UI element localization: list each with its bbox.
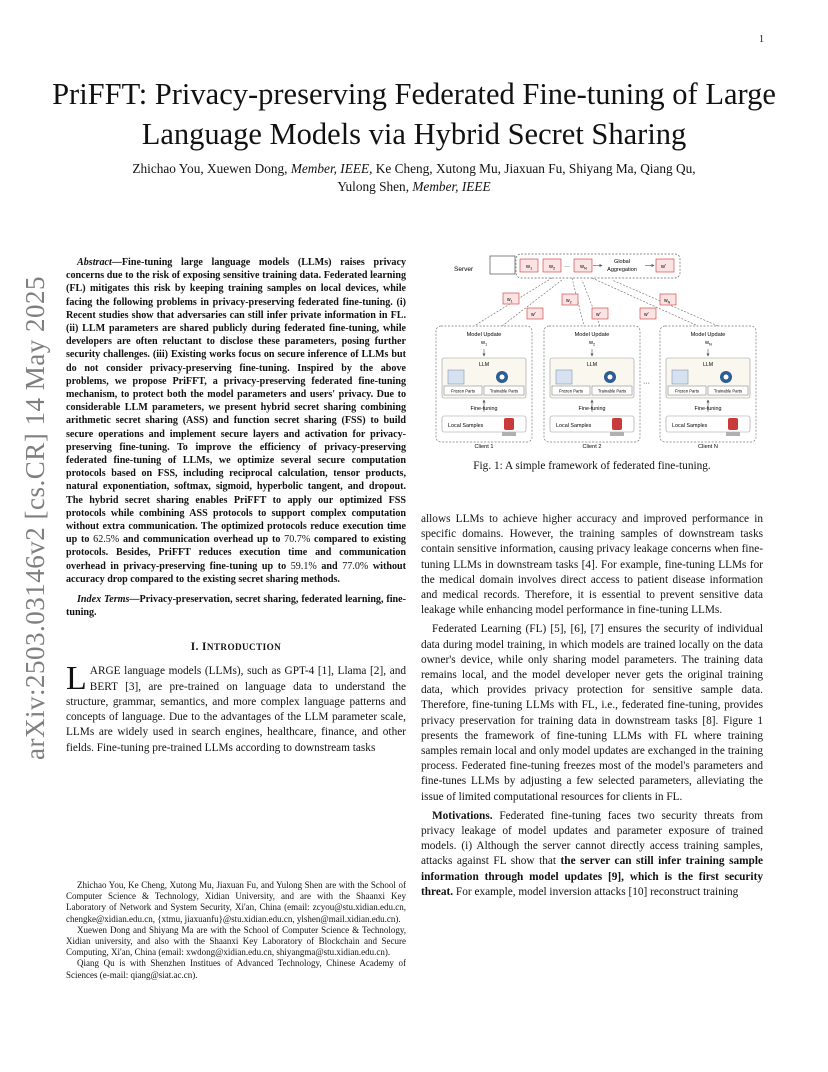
motivations-text-1: Federated fine-tuning faces two security threats from privacy leakage of model updates and parameter exposure of trained models. (i) Although the server cannot directly access training samples, attacks against FL show that <box>421 809 763 868</box>
upload-weight-1: $w_1$ <box>507 297 513 304</box>
client-finetune-1: Fine-tuning <box>470 406 498 412</box>
client-weight-1: $w_1$ <box>481 340 488 347</box>
download-weight-2: w' <box>596 312 601 318</box>
index-terms <box>66 593 406 619</box>
abstract-num-3: 59.1% <box>290 560 317 572</box>
database-icon <box>504 418 514 430</box>
download-weight-1: w' <box>531 312 536 318</box>
client-model-update-2: Model Update <box>574 332 610 338</box>
section-heading-introduction <box>66 640 406 654</box>
abstract-num-4: 77.0% <box>342 560 369 572</box>
paper-title: PriFFT: Privacy-preserving Federated Fine-tuning of Large Language Models via Hybrid Secret Sharing <box>52 77 776 151</box>
server-weight-2: $w_2$ <box>549 264 556 271</box>
intro-paragraph <box>66 660 406 755</box>
authors-line2-a: Yulong Shen, <box>337 179 413 194</box>
server-label: Server <box>454 266 474 273</box>
intro-text: ARGE language models (LLMs), such as GPT-4 [1], Llama [2], and BERT [3], are pre-trained on language data to understand the structure, grammar, semantics, and more complex language patterns and concepts of language. Due to the advantages of the LLM parameter scale, LLMs are widely used in search engines, healthcare, finance, and other fields. Fine-tuning pre-trained LLMs according to downstream tasks <box>66 665 406 754</box>
clients-group <box>436 326 756 450</box>
server-icon <box>490 256 515 274</box>
authors-line1-a: Zhichao You, Xuewen Dong, <box>132 161 291 176</box>
abstract-text-4: and <box>316 560 343 572</box>
right-column <box>421 512 763 900</box>
client-samples-2: Local Samples <box>556 423 592 429</box>
index-terms-lead: Index Terms <box>77 594 130 606</box>
drop-cap: L <box>66 660 87 698</box>
aggregation-box <box>516 254 680 278</box>
client-name-1: Client 1 <box>474 444 494 450</box>
motivations-lead: Motivations. <box>432 809 493 822</box>
footnote-3: Qiang Qu is with Shenzhen Institues of Advanced Technology, Chinese Academy of Sciences (e-mail: qiang@siat.ac.cn). <box>66 958 406 980</box>
client-weight-3: $w_N$ <box>705 340 712 347</box>
figure-caption: Fig. 1: A simple framework of federated fine-tuning. <box>473 460 711 472</box>
arxiv-stamp: arXiv:2503.03146v2 [cs.CR] 14 May 2025 <box>20 276 50 760</box>
motivations-text-2: For example, model inversion attacks [10] reconstruct training <box>453 885 739 898</box>
authors-member-2: Member, IEEE <box>412 179 491 194</box>
left-column <box>66 256 406 756</box>
client-weight-2: $w_2$ <box>589 340 596 347</box>
section-name: NTRODUCTION <box>206 642 282 653</box>
frozen-icon <box>448 370 464 384</box>
client-model-update-1: Model Update <box>466 332 502 338</box>
motivations-bold: the server can still infer training sample information through model updates [9], which is the first security threat. <box>421 855 763 898</box>
client-name-3: Client N <box>698 444 718 450</box>
database-icon <box>612 418 622 430</box>
section-numeral: I. I <box>190 641 207 654</box>
client-trainable-3: Trainable Parts <box>713 388 743 394</box>
authors-member-1: Member, IEEE, <box>290 161 373 176</box>
footnote-1: Zhichao You, Ke Cheng, Xutong Mu, Jiaxuan Fu, and Yulong Shen are with the School of Computer Science & Technology, Xidian University, and are with the Shaanxi Key Laboratory of Network and System Security, Xi'an, China (email: zcyou@stu.xidian.edu.cn, chengke@xidian.edu.cn, {xtmu, jiaxuanfu}@stu.xidian.edu.cn, ylshen@mail.xidian.edu.cn). <box>66 880 406 924</box>
abstract-num-2: 70.7% <box>284 534 311 546</box>
abstract-num-1: 62.5% <box>93 534 120 546</box>
client-llm-label-1: LLM <box>478 362 490 368</box>
client-trainable-2: Trainable Parts <box>597 388 627 394</box>
right-paragraph-1: allows LLMs to achieve higher accuracy and improved performance in specific domains. However, the training samples of downstream tasks contain sensitive information, causing privacy leakage concerns when fine-tuning LLMs in downstream tasks [4]. For example, fine-tuning LLMs for the medical domain involves direct access to patient disease information and medical records. Therefore, it is essential to prevent sensitive data leakage while enhancing model performance in fine-tuning LLMs. <box>421 513 763 617</box>
frozen-icon <box>556 370 572 384</box>
client-name-2: Client 2 <box>582 444 602 450</box>
server-dots: ··· <box>564 264 570 270</box>
client-samples-3: Local Samples <box>672 423 708 429</box>
client-llm-label-3: LLM <box>702 362 714 368</box>
client-frozen-2: Frozen Parts <box>559 388 583 394</box>
upload-weight-2: $w_2$ <box>566 298 572 305</box>
client-finetune-2: Fine-tuning <box>578 406 606 412</box>
figure-federated-framework <box>432 250 760 450</box>
abstract <box>66 256 406 586</box>
right-paragraph-3 <box>421 809 763 900</box>
aggregation-line2: Aggregation <box>607 267 637 273</box>
client-finetune-3: Fine-tuning <box>694 406 722 412</box>
client-trainable-1: Trainable Parts <box>489 388 519 394</box>
download-weight-n: w' <box>644 312 649 318</box>
client-llm-label-2: LLM <box>586 362 598 368</box>
index-terms-text: —Privacy-preservation, secret sharing, federated learning, fine-tuning. <box>66 594 406 619</box>
abstract-lead: Abstract <box>77 257 112 268</box>
global-weight: w' <box>661 264 667 270</box>
client-samples-1: Local Samples <box>448 423 484 429</box>
client-dots: ··· <box>643 380 650 387</box>
aggregation-line1: Global <box>614 259 630 265</box>
client-model-update-3: Model Update <box>690 332 726 338</box>
client-frozen-3: Frozen Parts <box>675 388 699 394</box>
abstract-text-2: and communication overhead up to <box>119 534 285 546</box>
framework-diagram <box>432 250 760 450</box>
abstract-text-3: compared to existing protocols. Besides, PriFFT reduces execution time and communication overhead in privacy-preserving fine-tuning up to <box>66 534 406 572</box>
abstract-text-5: without accuracy drop compared to the existing secret sharing methods. <box>66 560 406 585</box>
server-weight-n: $w_N$ <box>580 264 587 271</box>
authors-line1-b: Ke Cheng, Xutong Mu, Jiaxuan Fu, Shiyang Ma, Qiang Qu, <box>372 161 696 176</box>
page-number: 1 <box>759 34 764 45</box>
client-frozen-1: Frozen Parts <box>451 388 475 394</box>
upload-weight-n: $w_N$ <box>664 298 671 305</box>
abstract-text-1: —Fine-tuning large language models (LLMs) raises privacy concerns due to the risk of exposing sensitive training data. Federated learning (FL) mitigates this risk by keeping training samples on local devices, while facing the following problems in privacy-preserving federated fine-tuning. (i) Recent studies show that adversaries can still infer private information in FL. (ii) LLM parameters are shared publicly during federated fine-tuning, while developers are often reluctant to disclose these parameters, posing further security challenges. (iii) Existing works focus on secure inference of LLMs but do not consider privacy-preserving fine-tuning. Inspired by the above problems, we propose PriFFT, a privacy-preserving federated fine-tuning mechanism, to protect both the model parameters and users' privacy. Due to considerable LLM parameters, we present hybrid secret sharing combining arithmetic secret sharing (ASS) and function secret sharing (FSS) to build secure operations and implement secure layers and activation for privacy-preserving fine-tuning. To improve the efficiency of privacy-preserving federated fine-tuning of LLMs, we optimize several secure computation protocols based on FSS, including reciprocal calculation, tensor products, natural exponentiation, softmax, sigmoid, hyperbolic tangent, and dropout. The hybrid secret sharing enables PriFFT to apply our optimized FSS protocols while combining ASS protocols to support complex computation without extra communication. The optimized protocols reduce execution time up to <box>66 257 406 546</box>
database-icon <box>728 418 738 430</box>
footnote-2: Xuewen Dong and Shiyang Ma are with the School of Computer Science & Technology, Xidian university, and also with the Shaanxi Key Laboratory of Blockchain and Secure Computing, Xi'an, China (email: xwdong@xidian.edu.cn, shiyangma@stu.xidian.edu.cn). <box>66 924 406 958</box>
author-list <box>60 160 768 196</box>
frozen-icon <box>672 370 688 384</box>
right-paragraph-2: Federated Learning (FL) [5], [6], [7] ensures the security of individual data during model training, in which models are trained locally on the data owner's device, while only sharing model parameters. The training data remains local, and the model developer never gets the original training data, which provides privacy protection for sensitive sample data. Therefore, fine-tuning LLMs with FL, i.e., federated fine-tuning, provides privacy preservation for training data in downstream tasks [8]. Figure 1 presents the framework of fine-tuning LLMs with FL where training samples remain local and only model updates are exchanged in the training process. Federated fine-tuning freezes most of the model's parameters and fine-tunes LLMs by adjusting a few selected parameters, alleviating the issue of limited computational resources for clients in FL. <box>421 623 763 803</box>
footnotes <box>66 880 406 981</box>
server-weight-1: $w_1$ <box>526 264 533 271</box>
